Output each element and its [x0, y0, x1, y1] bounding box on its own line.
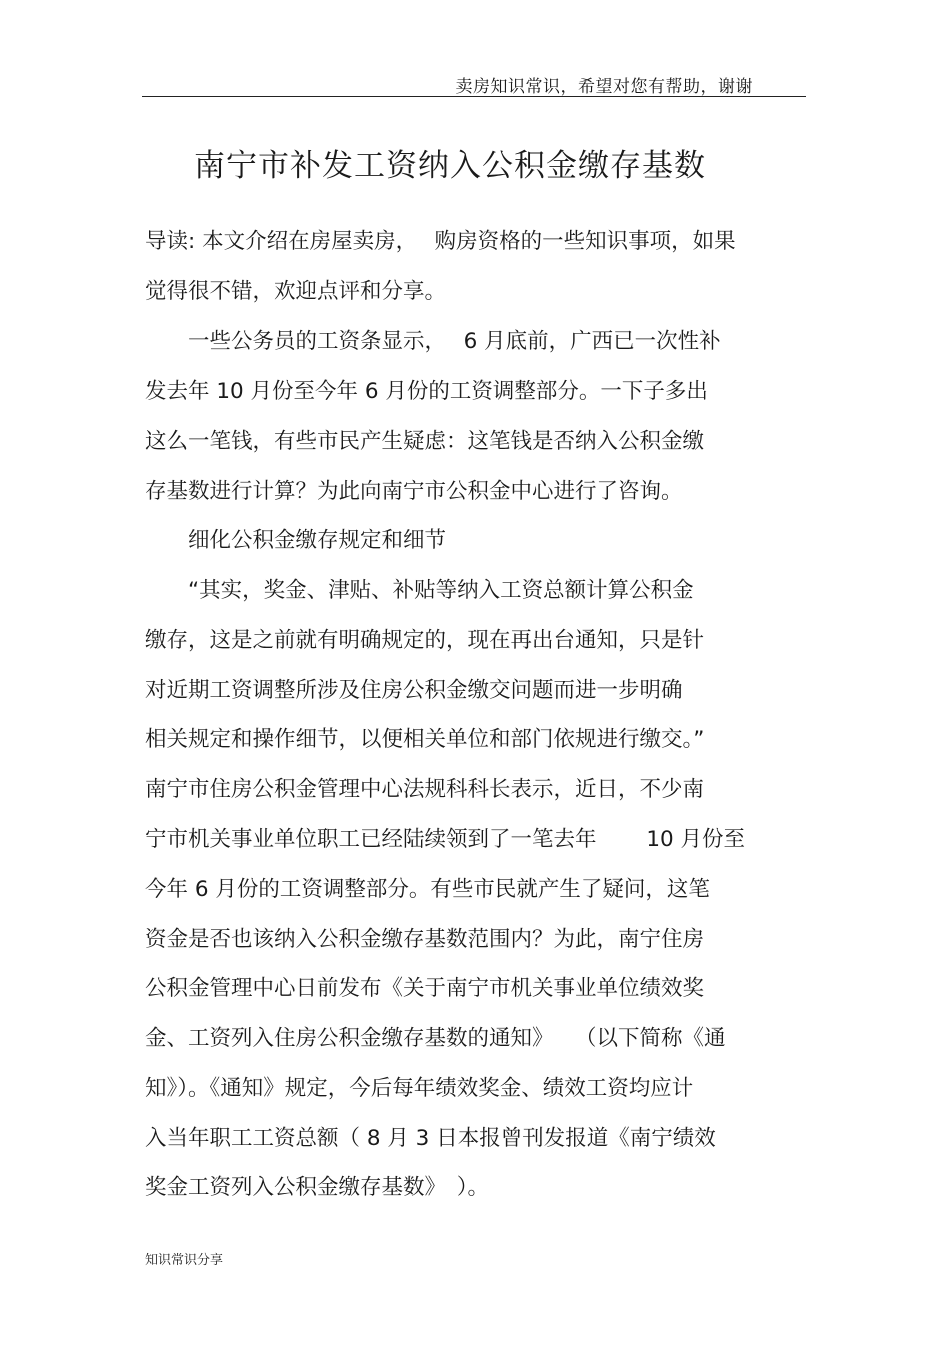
body-line: 公积金管理中心日前发布《关于南宁市机关事业单位绩效奖 — [145, 976, 705, 1001]
page-header-text: 卖房知识常识，希望对您有帮助，谢谢 — [455, 77, 753, 97]
body-line: “其实，奖金、津贴、补贴等纳入工资总额计算公积金 — [145, 578, 694, 603]
body-line: 觉得很不错，欢迎点评和分享。 — [145, 279, 447, 304]
body-line: 细化公积金缴存规定和细节 — [145, 528, 447, 553]
body-line: 一些公务员的工资条显示， 6 月底前，广西已一次性补 — [145, 329, 721, 354]
body-line: 金、工资列入住房公积金缴存基数的通知》 （以下简称《通 — [145, 1026, 726, 1051]
body-line: 导读: 本文介绍在房屋卖房， 购房资格的一些知识事项，如果 — [145, 229, 736, 254]
body-line: 知》）。《通知》规定，今后每年绩效奖金、绩效工资均应计 — [145, 1076, 694, 1101]
body-line: 发去年 10 月份至今年 6 月份的工资调整部分。一下子多出 — [145, 379, 708, 404]
body-line: 缴存，这是之前就有明确规定的，现在再出台通知，只是针 — [145, 628, 705, 653]
body-line: 存基数进行计算？为此向南宁市公积金中心进行了咨询。 — [145, 479, 683, 504]
body-line: 资金是否也该纳入公积金缴存基数范围内？为此，南宁住房 — [145, 927, 705, 952]
body-line: 对近期工资调整所涉及住房公积金缴交问题而进一步明确 — [145, 678, 683, 703]
body-line: 今年 6 月份的工资调整部分。有些市民就产生了疑问，这笔 — [145, 877, 710, 902]
body-line: 奖金工资列入公积金缴存基数》 ）。 — [145, 1175, 490, 1200]
body-line: 宁市机关事业单位职工已经陆续领到了一笔去年 10 月份至 — [145, 827, 746, 852]
document-title: 南宁市补发工资纳入公积金缴存基数 — [194, 148, 706, 184]
body-line: 南宁市住房公积金管理中心法规科科长表示，近日，不少南 — [145, 777, 705, 802]
page-footer-text: 知识常识分享 — [145, 1253, 224, 1268]
body-line: 这么一笔钱，有些市民产生疑虑：这笔钱是否纳入公积金缴 — [145, 429, 705, 454]
header-divider — [142, 96, 806, 97]
body-line: 相关规定和操作细节，以便相关单位和部门依规进行缴交。” — [145, 727, 705, 752]
body-line: 入当年职工工资总额（ 8 月 3 日本报曾刊发报道《南宁绩效 — [145, 1126, 716, 1151]
